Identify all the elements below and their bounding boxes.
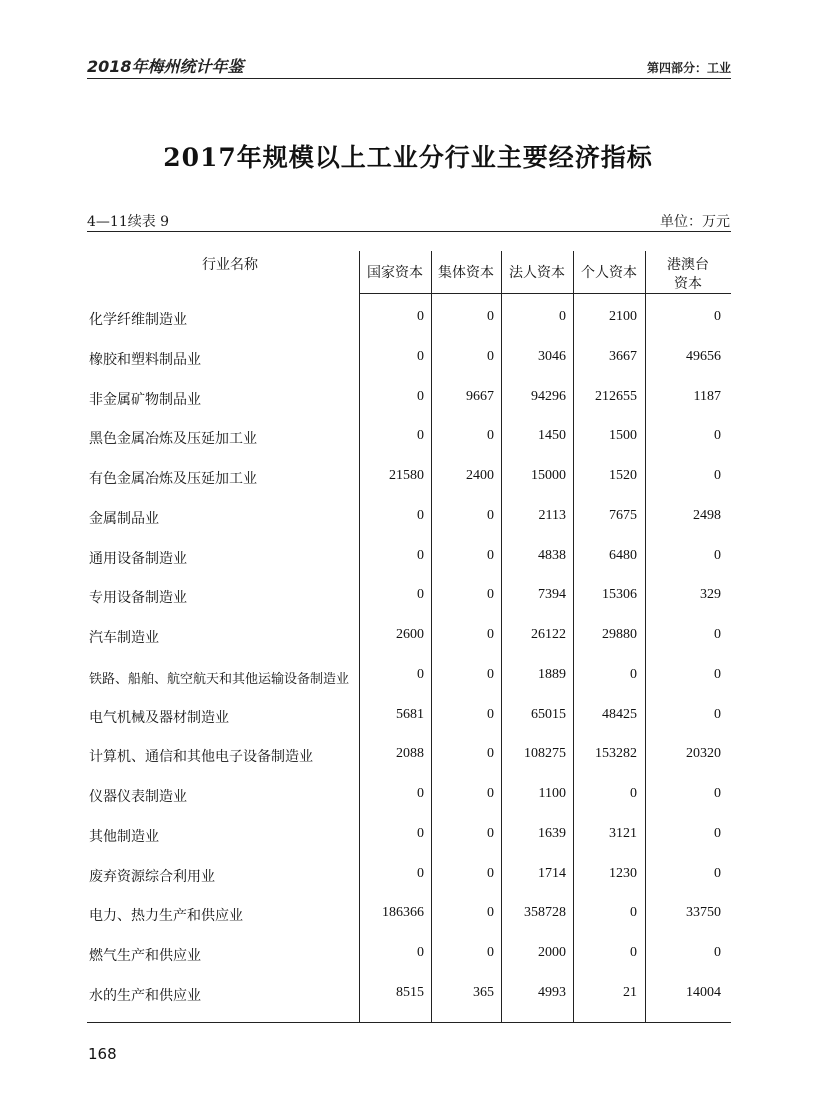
table-cell: 153282	[595, 746, 637, 761]
table-cell: 0	[714, 786, 721, 801]
table-cell: 0	[714, 309, 721, 324]
table-cell: 0	[714, 826, 721, 841]
table-cell: 2498	[693, 508, 721, 523]
table-cell: 0	[714, 945, 721, 960]
row-label: 废弃资源综合利用业	[89, 869, 215, 885]
table-cell: 1450	[538, 428, 566, 443]
table-cell: 94296	[531, 389, 566, 404]
table-cell: 1100	[538, 786, 566, 801]
unit-label: 单位：万元	[660, 214, 730, 230]
table-cell: 0	[714, 667, 721, 682]
table-cell: 0	[714, 548, 721, 563]
table-cell: 2113	[538, 508, 566, 523]
table-cell: 0	[417, 945, 424, 960]
table-cell: 0	[487, 508, 494, 523]
section-title: 第四部分：工业	[646, 61, 731, 75]
row-label: 其他制造业	[89, 829, 159, 845]
table-cell: 0	[487, 587, 494, 602]
table-cell: 0	[487, 548, 494, 563]
col-header-legal-person-capital: 法人资本	[509, 265, 565, 281]
row-label: 水的生产和供应业	[89, 988, 201, 1004]
row-label: 铁路、船舶、航空航天和其他运输设备制造业	[89, 672, 350, 687]
table-cell: 4993	[538, 985, 566, 1000]
table-cell: 0	[417, 587, 424, 602]
row-label: 电气机械及器材制造业	[89, 710, 229, 726]
table-cell: 49656	[686, 349, 721, 364]
table-cell: 1639	[538, 826, 566, 841]
table-cell: 0	[417, 667, 424, 682]
col-header-hk-macao-taiwan: 港澳台	[667, 257, 709, 273]
row-label: 燃气生产和供应业	[89, 948, 201, 964]
col-header-collective-capital: 集体资本	[438, 265, 494, 281]
table-cell: 0	[487, 349, 494, 364]
table-cell: 65015	[531, 707, 566, 722]
table-cell: 14004	[686, 985, 721, 1000]
col-header-name: 行业名称	[202, 257, 258, 273]
table-cell: 329	[700, 587, 721, 602]
table-cell: 0	[487, 945, 494, 960]
table-cell: 3046	[538, 349, 566, 364]
table-cell: 2088	[396, 746, 424, 761]
table-cell: 0	[487, 826, 494, 841]
table-cell: 0	[487, 627, 494, 642]
table-cell: 4838	[538, 548, 566, 563]
table-cell: 3667	[609, 349, 637, 364]
table-bottom-rule	[87, 1022, 731, 1023]
table-cell: 0	[487, 428, 494, 443]
col-header-state-capital: 国家资本	[367, 265, 423, 281]
table-cell: 0	[417, 389, 424, 404]
table-cell: 0	[487, 667, 494, 682]
table-cell: 0	[630, 905, 637, 920]
table-cell: 0	[417, 349, 424, 364]
table-cell: 0	[714, 627, 721, 642]
table-cell: 358728	[524, 905, 566, 920]
table-cell: 1714	[538, 866, 566, 881]
table-cell: 9667	[466, 389, 494, 404]
table-cell: 2000	[538, 945, 566, 960]
table-cell: 0	[487, 309, 494, 324]
table-cell: 29880	[602, 627, 637, 642]
table-cell: 26122	[531, 627, 566, 642]
table-cell: 6480	[609, 548, 637, 563]
table-cell: 0	[487, 746, 494, 761]
row-label: 金属制品业	[89, 511, 159, 527]
table-cell: 0	[417, 826, 424, 841]
col-header-individual-capital: 个人资本	[581, 265, 637, 281]
table-cell: 0	[417, 428, 424, 443]
table-cell: 0	[417, 786, 424, 801]
row-label: 汽车制造业	[89, 630, 159, 646]
row-label: 化学纤维制造业	[89, 312, 187, 328]
page-number: 168	[88, 1045, 117, 1063]
table-cell: 33750	[686, 905, 721, 920]
row-label: 电力、热力生产和供应业	[89, 908, 243, 924]
table-cell: 2400	[466, 468, 494, 483]
table-cell: 8515	[396, 985, 424, 1000]
row-label: 通用设备制造业	[89, 551, 187, 567]
table-top-rule	[87, 231, 731, 232]
table-cell: 0	[714, 707, 721, 722]
table-cell: 0	[630, 786, 637, 801]
table-cell: 0	[714, 468, 721, 483]
table-cell: 365	[473, 985, 494, 1000]
table-cell: 15000	[531, 468, 566, 483]
table-id: 4—11续表 9	[87, 214, 170, 230]
row-label: 仪器仪表制造业	[89, 789, 187, 805]
table-cell: 2100	[609, 309, 637, 324]
table-cell: 7675	[609, 508, 637, 523]
table-cell: 20320	[686, 746, 721, 761]
table-cell: 0	[487, 905, 494, 920]
table-cell: 1500	[609, 428, 637, 443]
table-cell: 0	[559, 309, 566, 324]
table-cell: 0	[714, 866, 721, 881]
table-cell: 7394	[538, 587, 566, 602]
row-label: 非金属矿物制品业	[89, 392, 201, 408]
table-cell: 1230	[609, 866, 637, 881]
table-title: 2017年规模以上工业分行业主要经济指标	[163, 143, 653, 172]
table-cell: 21580	[389, 468, 424, 483]
table-cell: 0	[487, 786, 494, 801]
table-cell: 1187	[693, 389, 721, 404]
row-label: 黑色金属冶炼及压延加工业	[89, 431, 257, 447]
table-cell: 1889	[538, 667, 566, 682]
header-divider	[87, 78, 731, 79]
row-label: 有色金属冶炼及压延加工业	[89, 471, 257, 487]
table-cell: 0	[487, 707, 494, 722]
table-cell: 1520	[609, 468, 637, 483]
table-cell: 3121	[609, 826, 637, 841]
row-label: 橡胶和塑料制品业	[89, 352, 201, 368]
table-cell: 2600	[396, 627, 424, 642]
running-header	[87, 52, 731, 76]
row-label: 专用设备制造业	[89, 590, 187, 606]
table-cell: 0	[487, 866, 494, 881]
table-cell: 0	[714, 428, 721, 443]
table-cell: 108275	[524, 746, 566, 761]
header-bottom-rule	[359, 293, 731, 294]
table-cell: 186366	[382, 905, 424, 920]
yearbook-title: 2018年梅州统计年鉴	[87, 57, 244, 76]
table-cell: 15306	[602, 587, 637, 602]
table-cell: 0	[417, 866, 424, 881]
table-cell: 48425	[602, 707, 637, 722]
table-cell: 0	[630, 667, 637, 682]
row-label: 计算机、通信和其他电子设备制造业	[89, 749, 313, 765]
table-cell: 0	[630, 945, 637, 960]
table-cell: 5681	[396, 707, 424, 722]
table-cell: 0	[417, 548, 424, 563]
table-cell: 0	[417, 309, 424, 324]
table-cell: 0	[417, 508, 424, 523]
table-cell: 21	[623, 985, 637, 1000]
col-header-capital: 资本	[674, 276, 702, 292]
table-cell: 212655	[595, 389, 637, 404]
